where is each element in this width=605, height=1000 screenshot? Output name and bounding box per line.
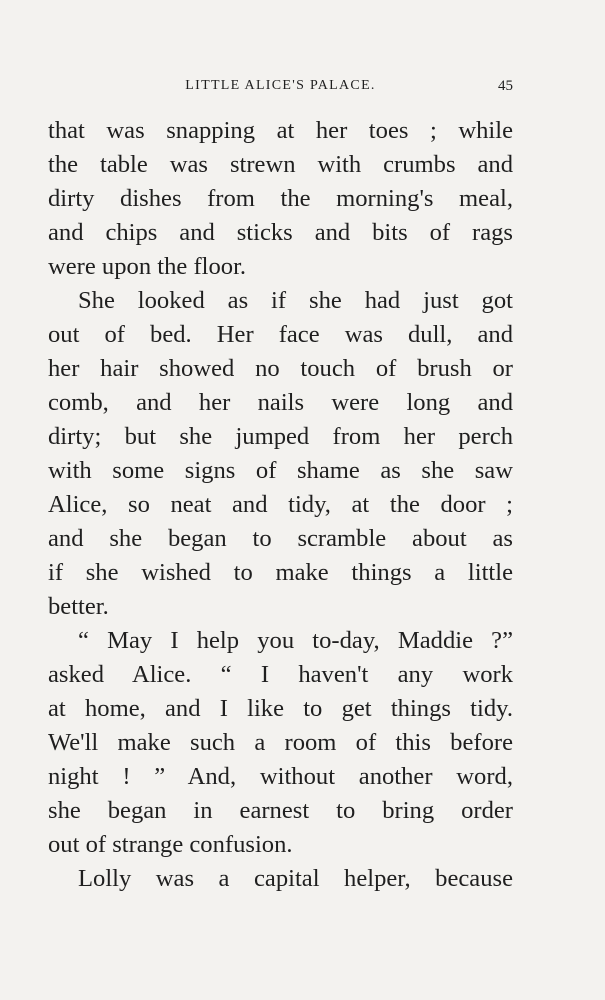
text-line: with some signs of shame as she saw [48, 457, 513, 484]
text-line: Lolly was a capital helper, because [78, 865, 513, 892]
text-line: comb, and her nails were long and [48, 389, 513, 416]
text-line: and chips and sticks and bits of rags [48, 219, 513, 246]
text-line: out of bed. Her face was dull, and [48, 321, 513, 348]
text-line: she began in earnest to bring order [48, 797, 513, 824]
text-line: She looked as if she had just got [78, 287, 513, 314]
text-line: Alice, so neat and tidy, at the door ; [48, 491, 513, 518]
text-line: that was snapping at her toes ; while [48, 117, 513, 144]
text-line: night ! ” And, without another word, [48, 763, 513, 790]
text-line: asked Alice. “ I haven't any work [48, 661, 513, 688]
text-line: at home, and I like to get things tidy. [48, 695, 513, 722]
body-text [48, 114, 513, 896]
page-number: 45 [498, 78, 513, 94]
text-line: if she wished to make things a little [48, 559, 513, 586]
text-line: out of strange confusion. [48, 831, 293, 858]
text-line: her hair showed no touch of brush or [48, 355, 513, 382]
text-line: We'll make such a room of this before [48, 729, 513, 756]
running-head: LITTLE ALICE'S PALACE. [185, 78, 376, 93]
text-line: the table was strewn with crumbs and [48, 151, 513, 178]
text-line: dirty; but she jumped from her perch [48, 423, 513, 450]
text-line: were upon the floor. [48, 253, 247, 280]
text-line: better. [48, 593, 109, 620]
text-line: and she began to scramble about as [48, 525, 513, 552]
text-line: dirty dishes from the morning's meal, [48, 185, 513, 212]
page-header [48, 78, 513, 98]
text-line: “ May I help you to-day, Maddie ?” [78, 627, 513, 654]
